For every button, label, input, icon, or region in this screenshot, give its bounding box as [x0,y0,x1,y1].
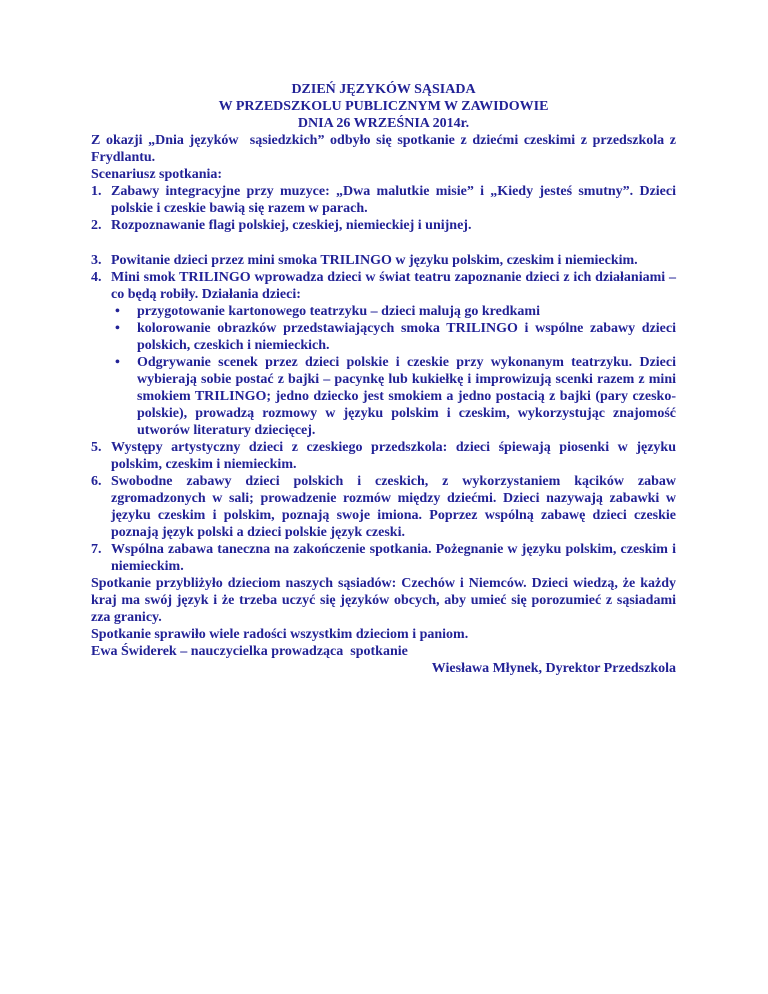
document-content [91,81,676,677]
list-item-text: Powitanie dzieci przez mini smoka TRILINGO w języku polskim, czeskim i niemieckim. [111,253,638,268]
list-item-6 [91,473,676,541]
bullet-marker: • [115,321,120,336]
scenario-list [91,183,676,575]
list-item-1 [91,183,676,217]
list-marker: 5. [91,440,102,455]
list-marker: 4. [91,270,102,285]
teacher-signature-line: Ewa Świderek – nauczycielka prowadząca spotkanie [91,644,408,659]
list-item-5 [91,439,676,473]
title-line-2: W PRZEDSZKOLU PUBLICZNYM W ZAWIDOWIE [218,99,549,114]
list-item-text: Zabawy integracyjne przy muzyce: „Dwa malutkie misie” i „Kiedy jesteś smutny”. Dzieci polskie i czeskie bawią się razem w parach. [111,184,676,216]
list-item-text: Wspólna zabawa taneczna na zakończenie spotkania. Pożegnanie w języku polskim, czeskim i niemieckim. [111,542,676,574]
list-marker: 7. [91,542,102,557]
bullet-item-1 [115,303,676,320]
list-gap [91,234,676,252]
list-item-text: Mini smok TRILINGO wprowadza dzieci w świat teatru zapoznanie dzieci z ich działaniami – co będą robiły. Działania dzieci: [111,270,676,302]
title-line-3: DNIA 26 WRZEŚNIA 2014r. [297,116,470,131]
bullet-item-2 [115,320,676,354]
list-marker: 3. [91,253,102,268]
document-title [91,81,676,132]
director-signature-line: Wiesława Młynek, Dyrektor Przedszkola [431,661,676,676]
list-item-3 [91,252,676,269]
bullet-marker: • [115,304,120,319]
list-item-7 [91,541,676,575]
thanks-line: Spotkanie sprawiło wiele radości wszystkim dzieciom i paniom. [91,627,469,642]
list-item-text: Swobodne zabawy dzieci polskich i czeskich, z wykorzystaniem kącików zabaw zgromadzonych w sali; prowadzenie rozmów między dziećmi. Dzieci nazywają zabawki w języku czeskim i polskim, poznają swoje imiona. Poprzez wspólną zabawę dzieci czeskie poznają język polski a dzieci polskie język czeski. [111,474,676,540]
list-item-2 [91,217,676,234]
list-marker: 6. [91,474,102,489]
list-item-4 [91,269,676,303]
list-item-text: Występy artystyczny dzieci z czeskiego przedszkola: dzieci śpiewają piosenki w języku polskim, czeskim i niemieckim. [111,440,676,472]
closing-paragraph: Spotkanie przybliżyło dzieciom naszych sąsiadów: Czechów i Niemców. Dzieci wiedzą, że każdy kraj ma swój język i że trzeba uczyć się języków obcych, aby umieć się porozumieć z sąsiadami zza granicy. [91,576,676,625]
bullet-item-text: Odgrywanie scenek przez dzieci polskie i czeskie przy wykonanym teatrzyku. Dzieci wybierają sobie postać z bajki – pacynkę lub kukiełkę i improwizują scenki razem z mini smokiem TRILINGO; jedno dziecko jest smokiem a jedno postacią z bajki (pary czesko-polskie), prowadzą rozmowy w języku polskim i czeskim, wykorzystując znajomość utworów literatury dziecięcej. [137,355,676,438]
bullet-item-text: kolorowanie obrazków przedstawiających smoka TRILINGO i wspólne zabawy dzieci polskich, czeskich i niemieckich. [137,321,676,353]
title-line-1: DZIEŃ JĘZYKÓW SĄSIADA [291,82,476,97]
bullet-item-3 [115,354,676,439]
list-marker: 2. [91,218,102,233]
scenario-heading: Scenariusz spotkania: [91,167,223,182]
list-item-text: Rozpoznawanie flagi polskiej, czeskiej, niemieckiej i unijnej. [111,218,472,233]
bullet-marker: • [115,355,120,370]
bullet-item-text: przygotowanie kartonowego teatrzyku – dzieci malują go kredkami [137,304,540,319]
intro-paragraph: Z okazji „Dnia języków sąsiedzkich” odbyło się spotkanie z dziećmi czeskimi z przedszkola z Frydlantu. [91,133,676,165]
list-marker: 1. [91,184,102,199]
